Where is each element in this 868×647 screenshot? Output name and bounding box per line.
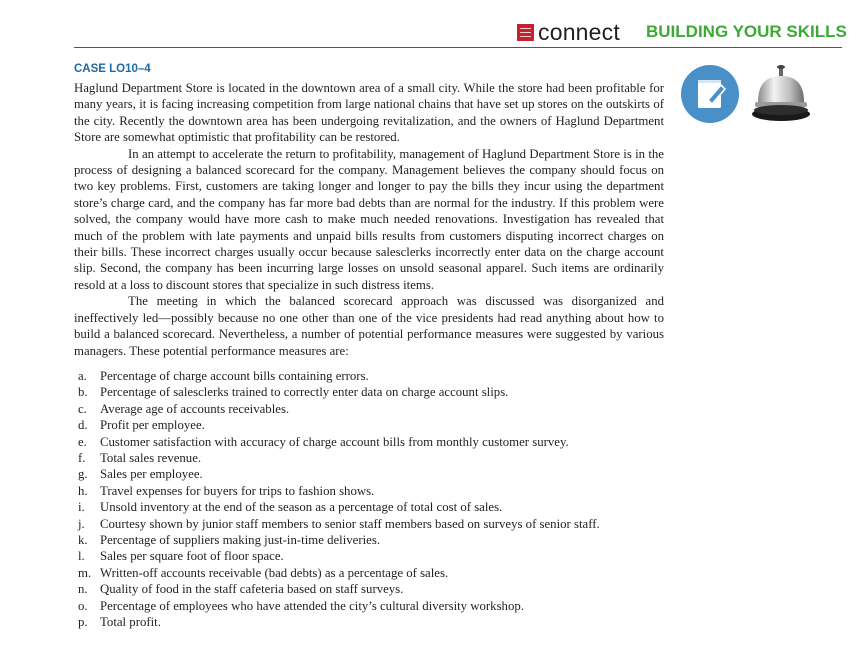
list-text: Percentage of suppliers making just-in-time deliveries.: [100, 533, 381, 548]
mcgraw-hill-logo-icon: [517, 24, 534, 41]
list-item: [74, 450, 674, 466]
list-text: Customer satisfaction with accuracy of charge account bills from monthly customer survey.: [100, 434, 569, 449]
list-text: Travel expenses for buyers for trips to fashion shows.: [100, 483, 375, 498]
connect-wordmark: connect: [538, 19, 620, 45]
list-item: [74, 548, 674, 564]
section-title: BUILDING YOUR SKILLS: [646, 22, 847, 41]
list-item: [74, 368, 674, 384]
paragraph-intro: Haglund Department Store is located in the downtown area of a small city. While the store had been profitable for many years, it is facing increasing competition from large national chains that have set up stores on the outskirts of the city. Recently the downtown area has been undergoing revitalization, and the owners of Haglund Department Store are somewhat optimistic that profitability can be restored.: [74, 81, 664, 145]
list-text: Courtesy shown by junior staff members to senior staff members based on surveys of senior staff.: [100, 516, 600, 531]
performance-measures-list: [74, 368, 674, 631]
paragraph-scorecard: In an attempt to accelerate the return to profitability, management of Haglund Department Store is in the process of designing a balanced scorecard for the company. Management believes the company should focus on two key problems. First, customers are taking longer and longer to pay the bills they incur using the department store’s charge card, and the company has far more bad debts than are normal for the industry. If this problem were solved, the company would have more cash to make much needed renovations. Investigation has revealed that much of the problem with late payments and unpaid bills results from customers disputing incorrect charges on their bills. These incorrect charges usually occur because salesclerks incorrectly enter data on the charge account slip. Second, the company has been incurring large losses on unsold seasonal apparel. Such items are ordinarily resold at a loss to discount stores that specialize in such distress items.: [74, 146, 664, 292]
list-item: [74, 614, 674, 630]
list-item: [74, 417, 674, 433]
list-letter: b.: [78, 385, 88, 400]
list-letter: f.: [78, 451, 86, 466]
list-text: Sales per employee.: [100, 467, 203, 482]
list-text: Profit per employee.: [100, 418, 205, 433]
list-text: Unsold inventory at the end of the season as a percentage of total cost of sales.: [100, 500, 503, 515]
list-letter: g.: [78, 467, 88, 482]
list-letter: k.: [78, 533, 88, 548]
list-text: Total profit.: [100, 615, 161, 630]
list-letter: c.: [78, 401, 87, 416]
list-letter: o.: [78, 598, 88, 613]
list-item: [74, 516, 674, 532]
list-item: [74, 466, 674, 482]
list-letter: p.: [78, 615, 88, 630]
list-text: Percentage of charge account bills containing errors.: [100, 369, 369, 383]
case-body: [74, 80, 664, 359]
list-letter: j.: [78, 516, 85, 531]
list-item: [74, 483, 674, 499]
list-letter: i.: [78, 500, 85, 515]
list-item: [74, 565, 674, 581]
list-letter: e.: [78, 434, 87, 449]
list-item: [74, 581, 674, 597]
list-item: [74, 598, 674, 614]
list-letter: m.: [78, 565, 92, 580]
list-text: Percentage of employees who have attended the city’s cultural diversity workshop.: [100, 598, 524, 613]
list-text: Total sales revenue.: [100, 451, 202, 466]
list-letter: l.: [78, 549, 85, 564]
header-divider: [74, 47, 842, 48]
list-text: Percentage of salesclerks trained to correctly enter data on charge account slips.: [100, 385, 509, 400]
list-item: [74, 434, 674, 450]
notepad-icon: [681, 65, 739, 123]
list-item: [74, 384, 674, 400]
service-bell-icon: [750, 64, 812, 124]
list-letter: a.: [78, 369, 87, 383]
list-letter: n.: [78, 582, 88, 597]
connect-logo: [517, 19, 620, 45]
list-text: Written-off accounts receivable (bad debts) as a percentage of sales.: [100, 565, 449, 580]
list-text: Quality of food in the staff cafeteria based on staff surveys.: [100, 582, 404, 597]
list-item: [74, 499, 674, 515]
list-letter: h.: [78, 483, 88, 498]
list-item: [74, 532, 674, 548]
list-letter: d.: [78, 418, 88, 433]
list-text: Sales per square foot of floor space.: [100, 549, 284, 564]
case-title: CASE LO10–4: [74, 63, 151, 75]
list-text: Average age of accounts receivables.: [100, 401, 290, 416]
paragraph-meeting: The meeting in which the balanced scorecard approach was discussed was disorganized and ineffectively led—possibly because no one other than one of the vice presidents had read anything about how to build a balanced scorecard. Nevertheless, a number of potential performance measures were suggested by various managers. These potential performance measures are:: [74, 294, 664, 358]
list-item: [74, 401, 674, 417]
